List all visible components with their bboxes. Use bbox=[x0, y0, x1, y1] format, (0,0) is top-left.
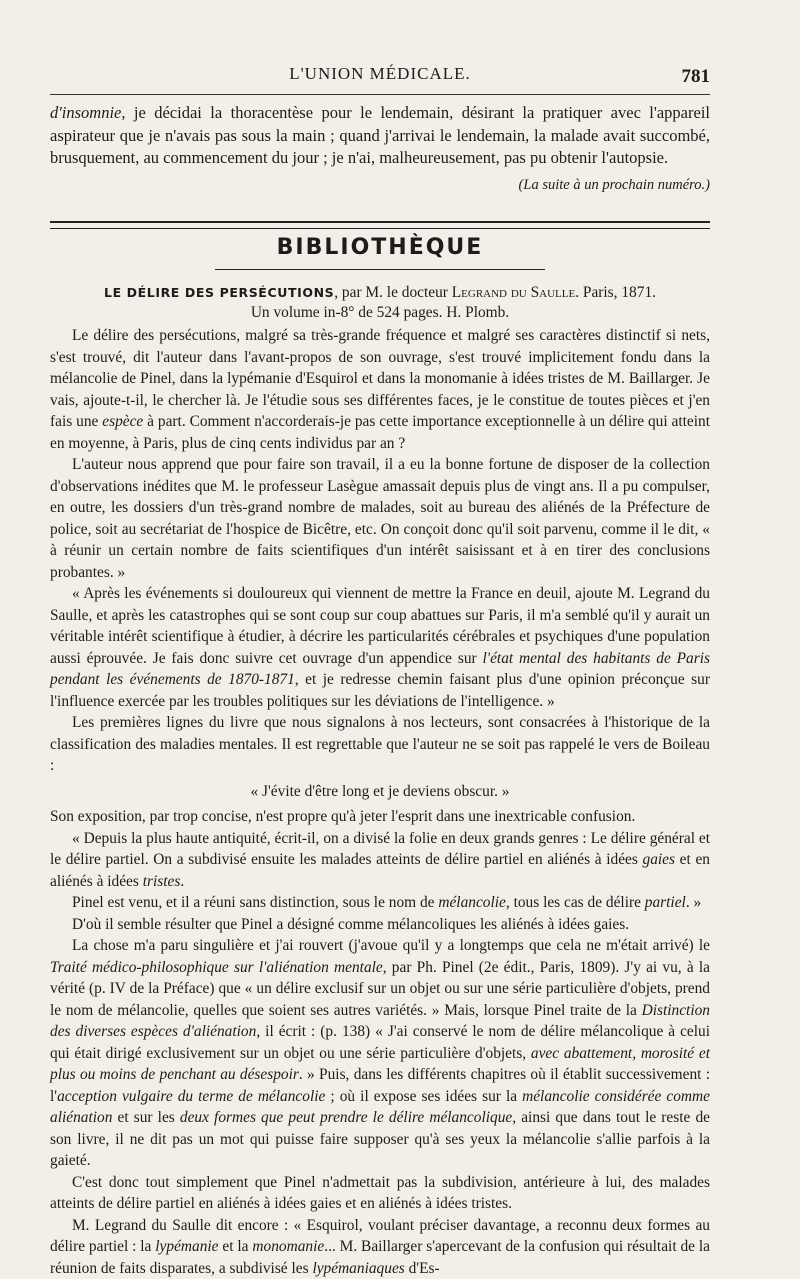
paragraph-text: , et je redresse chemin faisant plus d'une opinion préconçue sur l'influence exercée par les troubles politiques sur les déviations de l'intelligence. » bbox=[50, 671, 710, 710]
intro-paragraph bbox=[50, 102, 710, 170]
paragraph-3 bbox=[50, 583, 710, 712]
paragraph-4: Les premières lignes du livre que nous signalons à nos lecteurs, sont consacrées à l'historique de la classification des maladies mentales. Il est regrettable que l'auteur ne se soit pas rappelé le vers de Boileau : bbox=[50, 712, 710, 777]
intro-block bbox=[50, 102, 710, 196]
paragraph-text: « Depuis la plus haute antiquité, écrit-il, on a divisé la folie en deux grands genres : Le délire général et le délire partiel. On a subdivisé ensuite les malades atteints de délire partiel en aliénés à idées bbox=[50, 830, 710, 869]
section-divider bbox=[50, 221, 710, 229]
emphasis: avec abattement, morosité et plus ou moins de penchant au désespoir bbox=[50, 1045, 710, 1084]
book-citation bbox=[50, 283, 710, 303]
paragraph-1 bbox=[50, 325, 710, 454]
paragraph-text: La chose m'a paru singulière et j'ai rouvert (j'avoue qu'il y a longtemps que cela ne m'était arrivé) le bbox=[72, 937, 710, 954]
emphasis: l'état mental des habitants de Paris pendant les événements de 1870-1871 bbox=[50, 650, 710, 689]
paragraph-7 bbox=[50, 892, 710, 914]
paragraph-text: , ainsi que dans tout le reste de son livre, il ne dit pas un mot qui puisse faire supposer qu'à ses yeux la mélancolie s'allie parfois à la gaieté. bbox=[50, 1109, 710, 1169]
book-author: Legrand du Saulle bbox=[452, 284, 575, 301]
emphasis: gaies bbox=[643, 851, 676, 868]
paragraph-9 bbox=[50, 935, 710, 1172]
emphasis: lypémanie bbox=[155, 1238, 218, 1255]
paragraph-text: « Après les événements si douloureux qui viennent de mettre la France en deuil, ajoute M. Legrand du Saulle, et après les catastrophes qui se sont coup sur coup abattues sur Paris, il m'a semblé qu'il y aurait un véritable intérêt scientifique à étudier, à décrire les particularités cérébrales et psychiques d'une population aussi éprouvée. Je fais donc suivre cet ouvrage d'un appendice sur bbox=[50, 585, 710, 667]
emphasis: partiel bbox=[645, 894, 686, 911]
boileau-quote: « J'évite d'être long et je deviens obscur. » bbox=[50, 781, 710, 803]
emphasis: mélancolie considérée comme aliénation bbox=[50, 1088, 710, 1127]
continuation-note: (La suite à un prochain numéro.) bbox=[50, 174, 710, 197]
intro-lead: d'insomnie, bbox=[50, 103, 125, 122]
emphasis: monomanie bbox=[252, 1238, 324, 1255]
emphasis: tristes bbox=[143, 873, 181, 890]
paragraph-text: et la bbox=[219, 1238, 253, 1255]
emphasis: acception vulgaire du terme de mélancolie bbox=[57, 1088, 325, 1105]
paragraph-8: D'où il semble résulter que Pinel a désigné comme mélancoliques les aliénés à idées gaies. bbox=[50, 914, 710, 936]
running-head bbox=[50, 62, 710, 86]
emphasis: espèce bbox=[102, 413, 143, 430]
paragraph-text: , il écrit : (p. 138) « J'ai conservé le nom de délire mélancolique à celui qui était dirigé exclusivement sur un objet ou une série particulière d'objets, bbox=[50, 1023, 710, 1062]
title-underline bbox=[215, 269, 545, 270]
page-number: 781 bbox=[682, 66, 711, 88]
paragraph-text: Pinel est venu, et il a réuni sans distinction, sous le nom de bbox=[72, 894, 438, 911]
paragraph-2: L'auteur nous apprend que pour faire son travail, il a eu la bonne fortune de disposer de la collection d'observations inédites que M. le professeur Lasègue amassait depuis plus de vingt ans. Il a pu compulser, en outre, les dossiers d'un très-grand nombre de malades, soit au bureau des aliénés de la Préfecture de police, soit au secrétariat de l'hospice de Bicêtre, etc. On conçoit donc qu'il soit parvenu, comme il le dit, « à réunir un certain nombre de faits scientifiques d'un intérêt saisissant et à en tirer des conclusions probantes. » bbox=[50, 454, 710, 583]
paragraph-text: ; où il expose ses idées sur la bbox=[325, 1088, 522, 1105]
book-reference bbox=[50, 283, 710, 323]
paragraph-text: , par Ph. Pinel (2e édit., Paris, 1809). J'y ai vu, à la vérité (p. IV de la Préface) que « un délire exclusif sur un objet ou sur une série particulière d'objets, prend le nom de mélancolie, quelles que soient ses autres variétés. » Mais, lorsque Pinel traite de la bbox=[50, 959, 710, 1019]
paragraph-text: . bbox=[180, 873, 184, 890]
emphasis: Traité médico-philosophique sur l'aliénation mentale bbox=[50, 959, 383, 976]
paragraph-text: . » bbox=[686, 894, 701, 911]
paragraph-text: à part. Comment n'accorderais-je pas cette importance exceptionnelle à un délire qui atteint en moyenne, à Paris, plus de cinq cents individus par an ? bbox=[50, 413, 710, 452]
paragraph-text: ... M. Baillarger s'apercevant de la confusion qui résultait de la réunion de faits disparates, a subdivisé les bbox=[50, 1238, 710, 1277]
paragraph-text: . » Puis, dans les différents chapitres où il établit successivement : l' bbox=[50, 1066, 710, 1105]
paragraph-text: et sur les bbox=[112, 1109, 179, 1126]
paragraph-text: d'Es- bbox=[405, 1260, 440, 1277]
section-title: BIBLIOTHÈQUE bbox=[50, 235, 710, 260]
paragraph-5: Son exposition, par trop concise, n'est propre qu'à jeter l'esprit dans une inextricable confusion. bbox=[50, 806, 710, 828]
paragraph-11 bbox=[50, 1215, 710, 1279]
emphasis: lypémaniaques bbox=[312, 1260, 404, 1277]
book-volume: Un volume in-8° de 524 pages. H. Plomb. bbox=[50, 303, 710, 323]
header-rule bbox=[50, 94, 710, 95]
book-by: , par M. le docteur bbox=[334, 284, 452, 301]
review-body bbox=[50, 325, 710, 1279]
emphasis: mélancolie bbox=[438, 894, 506, 911]
paragraph-text: M. Legrand du Saulle dit encore : « Esquirol, voulant préciser davantage, a reconnu deux formes au délire partiel : la bbox=[50, 1217, 710, 1256]
book-place-year: . Paris, 1871. bbox=[575, 284, 656, 301]
paragraph-text: Le délire des persécutions, malgré sa très-grande fréquence et malgré ses caractères distinctif si nets, s'est trouvé, dit l'auteur dans l'avant-propos de son ouvrage, s'est trouvé implicitement fondu dans la mélancolie de Pinel, dans la lypémanie d'Esquirol et dans la monomanie à idées tristes de M. Baillarger. Je vais, ajoute-t-il, le chercher là. Je l'étudie sous ses différentes faces, je le constitue de toutes pièces et j'en fais une bbox=[50, 327, 710, 430]
paragraph-6 bbox=[50, 828, 710, 893]
paragraph-10: C'est donc tout simplement que Pinel n'admettait pas la subdivision, antérieure à lui, des malades atteints de délire partiel en aliénés à idées gaies et en aliénés à idées tristes. bbox=[50, 1172, 710, 1215]
paragraph-text: et en aliénés à idées bbox=[50, 851, 710, 890]
emphasis: Distinction des diverses espèces d'aliénation bbox=[50, 1002, 710, 1041]
book-title: LE DÉLIRE DES PERSÉCUTIONS bbox=[104, 285, 334, 300]
emphasis: deux formes que peut prendre le délire mélancolique bbox=[180, 1109, 512, 1126]
intro-text: je décidai la thoracentèse pour le lendemain, désirant la pratiquer avec l'appareil aspirateur que je n'avais pas sous la main ; quand j'arrivai le lendemain, la malade avait succombé, brusquement, au commencement du jour ; je n'ai, malheureusement, pas pu obtenir l'autopsie. bbox=[50, 103, 710, 167]
running-title: L'UNION MÉDICALE. bbox=[50, 64, 710, 84]
paragraph-text: , tous les cas de délire bbox=[506, 894, 645, 911]
